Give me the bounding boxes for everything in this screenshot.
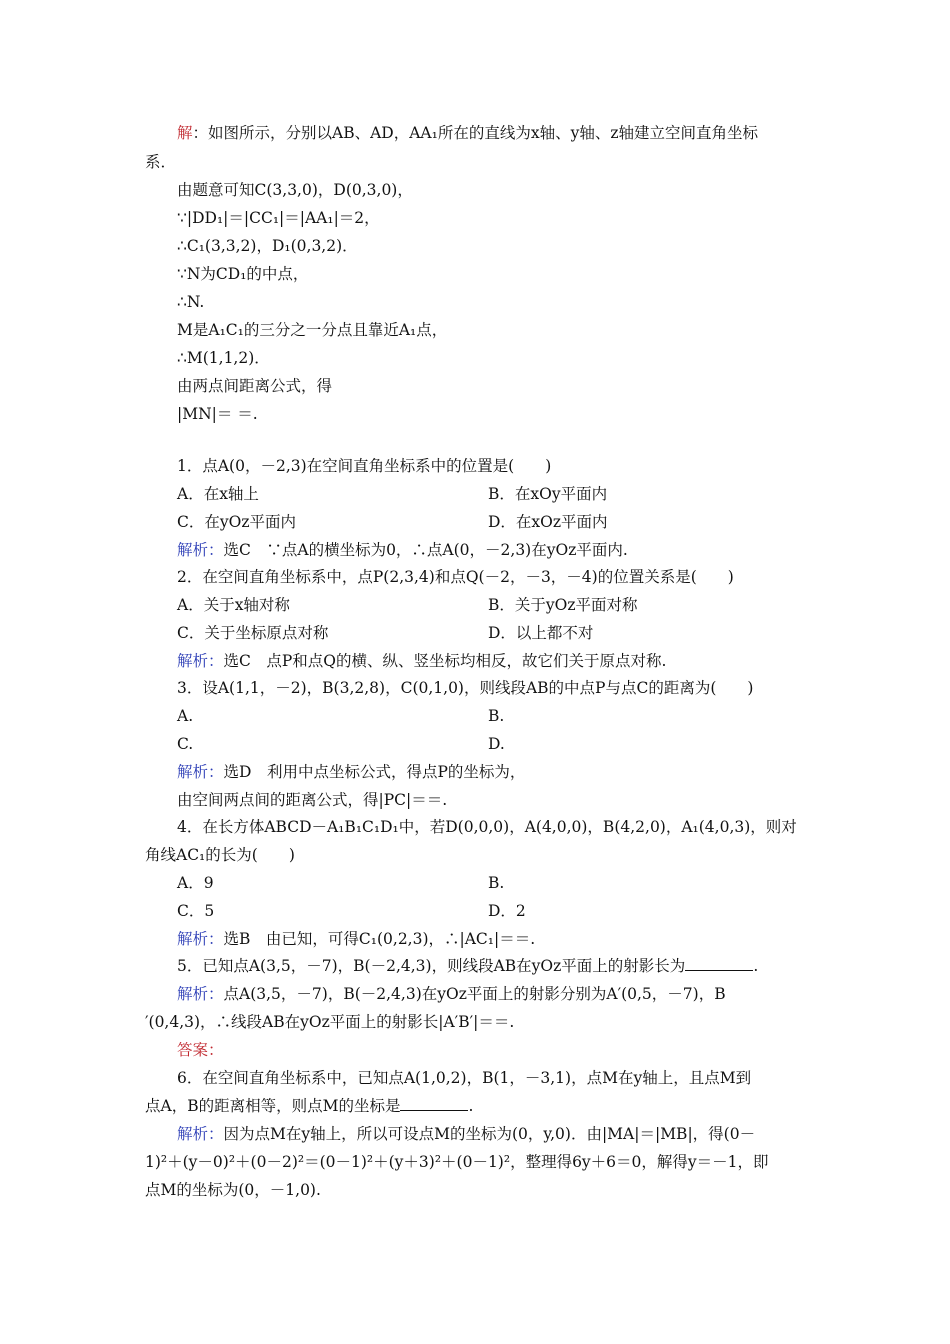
q6-stem-line-2: 点A，B的距离相等，则点M的坐标是 . bbox=[145, 1097, 474, 1115]
q3-option-a: A. bbox=[177, 707, 194, 725]
q2-option-a: A．关于x轴对称 bbox=[177, 596, 290, 614]
q1-option-b: B．在xOy平面内 bbox=[488, 485, 608, 503]
q4-solution-label: 解析： bbox=[177, 930, 224, 948]
solution-line-6: ∵N为CD₁的中点， bbox=[177, 265, 309, 283]
q4-option-a: A．9 bbox=[177, 874, 214, 892]
q3-option-b: B. bbox=[488, 707, 505, 725]
q2-option-b: B．关于yOz平面对称 bbox=[488, 596, 638, 614]
q5-solution-line-2: ′(0,4,3)，∴线段AB在yOz平面上的射影长|A′B′|＝＝. bbox=[145, 1013, 515, 1031]
q1-option-d: D．在xOz平面内 bbox=[488, 513, 608, 531]
q6-solution: 解析：因为点M在y轴上，所以可设点M的坐标为(0，y,0)．由|MA|＝|MB|，得(0－ bbox=[177, 1125, 756, 1143]
solution-line-3: 由题意可知C(3,3,0)，D(0,3,0)， bbox=[177, 181, 413, 199]
solution-label: 解 bbox=[177, 124, 193, 142]
q4-option-b: B. bbox=[488, 874, 505, 892]
solution-line-11: |MN|＝ ＝. bbox=[177, 405, 258, 423]
q5-answer-label: 答案： bbox=[177, 1041, 224, 1059]
q4-solution: 解析：选B 由已知，可得C₁(0,2,3)，∴|AC₁|＝＝. bbox=[177, 930, 536, 948]
q3-solution: 解析：选D 利用中点坐标公式，得点P的坐标为， bbox=[177, 763, 526, 781]
q6-solution-line-2: 1)²＋(y－0)²＋(0－2)²＝(0－1)²＋(y＋3)²＋(0－1)²，整理得6y＋6＝0，解得y＝－1，即 bbox=[145, 1153, 769, 1171]
solution-line-10: 由两点间距离公式，得 bbox=[177, 377, 333, 395]
q6-stem: 6．在空间直角坐标系中，已知点A(1,0,2)，B(1，－3,1)，点M在y轴上，且点M到 bbox=[177, 1069, 752, 1087]
q3-option-c: C. bbox=[177, 735, 194, 753]
solution-line-1: 解：如图所示，分别以AB、AD，AA₁所在的直线为x轴、y轴、z轴建立空间直角坐标 bbox=[177, 124, 758, 142]
q1-stem: 1．点A(0，－2,3)在空间直角坐标系中的位置是( ) bbox=[177, 457, 552, 475]
solution-line-2: 系． bbox=[145, 153, 177, 171]
q2-option-d: D．以上都不对 bbox=[488, 624, 594, 642]
solution-line-7: ∴N. bbox=[177, 293, 205, 311]
q5-answer-blank[interactable] bbox=[685, 958, 753, 971]
solution-line-8: M是A₁C₁的三分之一分点且靠近A₁点， bbox=[177, 321, 448, 339]
solution-line-5: ∴C₁(3,3,2)，D₁(0,3,2)． bbox=[177, 237, 358, 255]
q2-option-c: C．关于坐标原点对称 bbox=[177, 624, 329, 642]
q4-option-d: D．2 bbox=[488, 902, 526, 920]
q5-stem: 5．已知点A(3,5，－7)，B(－2,4,3)，则线段AB在yOz平面上的射影长为 . bbox=[177, 957, 759, 975]
q5-solution-label: 解析： bbox=[177, 985, 224, 1003]
q3-solution-label: 解析： bbox=[177, 763, 224, 781]
q5-solution: 解析：点A(3,5，－7)，B(－2,4,3)在yOz平面上的射影分别为A′(0,5，－7)，B bbox=[177, 985, 726, 1003]
solution-line-4: ∵|DD₁|＝|CC₁|＝|AA₁|＝2， bbox=[177, 209, 380, 227]
q2-solution-label: 解析： bbox=[177, 652, 224, 670]
q2-stem: 2．在空间直角坐标系中，点P(2,3,4)和点Q(－2，－3，－4)的位置关系是( ) bbox=[177, 568, 734, 586]
q6-answer-blank[interactable] bbox=[400, 1098, 468, 1111]
q3-solution-line-2: 由空间两点间的距离公式，得|PC|＝＝. bbox=[177, 791, 448, 809]
solution-line-9: ∴M(1,1,2)． bbox=[177, 349, 270, 367]
q1-option-a: A．在x轴上 bbox=[177, 485, 259, 503]
q4-stem: 4．在长方体ABCD－A₁B₁C₁D₁中，若D(0,0,0)，A(4,0,0)，B(4,2,0)，A₁(4,0,3)，则对 bbox=[177, 818, 797, 836]
q6-solution-label: 解析： bbox=[177, 1125, 224, 1143]
q1-solution: 解析：选C ∵点A的横坐标为0，∴点A(0，－2,3)在yOz平面内. bbox=[177, 541, 628, 559]
q3-stem: 3．设A(1,1，－2)，B(3,2,8)，C(0,1,0)，则线段AB的中点P与点C的距离为( ) bbox=[177, 679, 754, 697]
q6-solution-line-3: 点M的坐标为(0，－1,0). bbox=[145, 1181, 321, 1199]
q4-stem-line-2: 角线AC₁的长为( ) bbox=[145, 846, 295, 864]
q2-solution: 解析：选C 点P和点Q的横、纵、竖坐标均相反，故它们关于原点对称. bbox=[177, 652, 667, 670]
q4-option-c: C．5 bbox=[177, 902, 215, 920]
q1-solution-label: 解析： bbox=[177, 541, 224, 559]
q1-option-c: C．在yOz平面内 bbox=[177, 513, 296, 531]
q3-option-d: D. bbox=[488, 735, 505, 753]
